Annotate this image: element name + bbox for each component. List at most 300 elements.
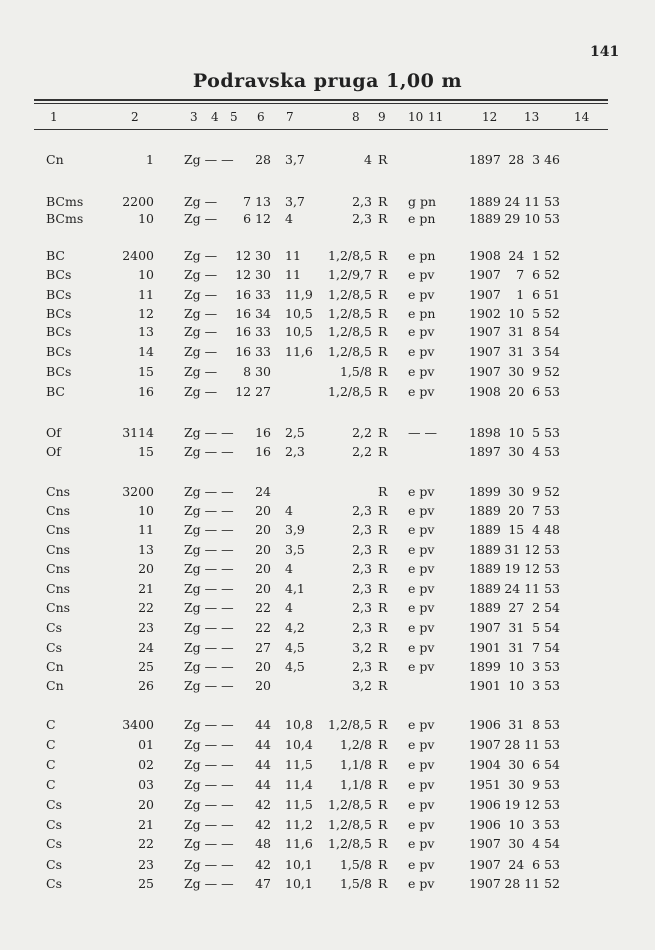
cell-c13: 10 3 53 xyxy=(508,678,560,693)
cell-c3: Zg — — xyxy=(184,484,234,499)
cell-c5: 44 xyxy=(255,717,271,732)
cell-c9: R xyxy=(378,484,388,499)
cell-c9: R xyxy=(378,817,388,832)
cell-c10: e pn xyxy=(408,211,436,226)
cell-c8: 2,3 xyxy=(352,561,372,576)
cell-c13: 1 6 51 xyxy=(516,287,560,302)
cell-c13: 7 6 52 xyxy=(516,267,560,282)
cell-c7: 11,5 xyxy=(285,757,313,772)
cell-c1: Cs xyxy=(46,620,62,635)
cell-c1: Cns xyxy=(46,522,71,537)
cell-c9: R xyxy=(378,425,388,440)
cell-c7: 11 xyxy=(285,267,301,282)
cell-c1: C xyxy=(46,717,56,732)
cell-c3: Zg — — xyxy=(184,620,234,635)
cell-c12: 1902 xyxy=(469,306,501,321)
cell-c9: R xyxy=(378,678,388,693)
cell-c9: R xyxy=(378,542,388,557)
cell-c10: e pv xyxy=(408,561,435,576)
column-header-1: 1 xyxy=(50,110,58,124)
cell-c9: R xyxy=(378,267,388,282)
cell-c2: 23 xyxy=(138,620,154,635)
cell-c8: 2,3 xyxy=(352,620,372,635)
cell-c2: 1 xyxy=(146,152,154,167)
cell-c2: 15 xyxy=(138,444,154,459)
cell-c5: 42 xyxy=(255,797,271,812)
cell-c5: 20 xyxy=(255,581,271,596)
cell-c3: Zg — — xyxy=(184,717,234,732)
cell-c10: e pv xyxy=(408,384,435,399)
cell-c13: 15 4 48 xyxy=(508,522,560,537)
cell-c2: 25 xyxy=(138,659,154,674)
cell-c13: 28 11 52 xyxy=(504,876,560,891)
cell-c13: 31 12 53 xyxy=(504,542,560,557)
cell-c7: 11,6 xyxy=(285,836,313,851)
cell-c7: 10,5 xyxy=(285,306,313,321)
cell-c12: 1908 xyxy=(469,384,501,399)
cell-c7: 3,5 xyxy=(285,542,305,557)
cell-c1: Cns xyxy=(46,503,71,518)
cell-c8: 2,3 xyxy=(352,581,372,596)
cell-c2: 10 xyxy=(138,267,154,282)
page-title: Podravska pruga 1,00 m xyxy=(192,70,463,92)
cell-c5: 16 33 xyxy=(235,287,271,302)
cell-c12: 1889 xyxy=(469,503,501,518)
cell-c9: R xyxy=(378,503,388,518)
cell-c8: 1,5/8 xyxy=(339,857,372,872)
cell-c3: Zg — xyxy=(184,194,218,209)
cell-c1: Cns xyxy=(46,600,71,615)
cell-c3: Zg — — xyxy=(184,542,234,557)
cell-c9: R xyxy=(378,581,388,596)
cell-c5: 16 33 xyxy=(235,344,271,359)
table-row xyxy=(0,620,655,642)
cell-c8: 2,3 xyxy=(352,503,372,518)
table-row xyxy=(0,384,655,406)
cell-c7: 11,9 xyxy=(285,287,313,302)
cell-c8: 1,1/8 xyxy=(339,757,372,772)
cell-c10: e pv xyxy=(408,640,435,655)
cell-c12: 1951 xyxy=(469,777,501,792)
cell-c2: 13 xyxy=(138,542,154,557)
cell-c3: Zg — — xyxy=(184,678,234,693)
cell-c1: Cs xyxy=(46,836,62,851)
header-rule-top xyxy=(34,99,608,101)
cell-c7: 3,9 xyxy=(285,522,305,537)
cell-c9: R xyxy=(378,561,388,576)
cell-c9: R xyxy=(378,306,388,321)
cell-c3: Zg — xyxy=(184,248,218,263)
cell-c12: 1889 xyxy=(469,522,501,537)
column-header-6: 6 xyxy=(257,110,265,124)
cell-c12: 1901 xyxy=(469,678,501,693)
column-header-14: 14 xyxy=(574,110,590,124)
cell-c8: 1,2/8,5 xyxy=(328,384,372,399)
cell-c13: 31 7 54 xyxy=(508,640,560,655)
cell-c3: Zg — — xyxy=(184,522,234,537)
cell-c2: 03 xyxy=(138,777,154,792)
cell-c12: 1907 xyxy=(469,287,501,302)
cell-c13: 24 11 53 xyxy=(504,194,560,209)
cell-c12: 1889 xyxy=(469,581,501,596)
cell-c8: 2,3 xyxy=(352,522,372,537)
cell-c8: 2,3 xyxy=(352,542,372,557)
table-row xyxy=(0,678,655,700)
cell-c10: e pv xyxy=(408,817,435,832)
cell-c5: 20 xyxy=(255,503,271,518)
cell-c9: R xyxy=(378,384,388,399)
cell-c5: 16 33 xyxy=(235,324,271,339)
cell-c8: 1,2/8,5 xyxy=(328,717,372,732)
cell-c1: BCs xyxy=(46,344,72,359)
cell-c12: 1906 xyxy=(469,717,501,732)
cell-c7: 10,5 xyxy=(285,324,313,339)
cell-c13: 31 3 54 xyxy=(508,344,560,359)
cell-c3: Zg — — xyxy=(184,817,234,832)
cell-c3: Zg — — xyxy=(184,836,234,851)
cell-c1: C xyxy=(46,777,56,792)
table-row xyxy=(0,267,655,289)
cell-c8: 2,3 xyxy=(352,211,372,226)
cell-c1: BCs xyxy=(46,324,72,339)
cell-c5: 22 xyxy=(255,620,271,635)
column-header-12: 12 xyxy=(482,110,498,124)
cell-c13: 28 3 46 xyxy=(508,152,560,167)
column-header-7: 7 xyxy=(286,110,294,124)
cell-c7: 11,4 xyxy=(285,777,313,792)
cell-c9: R xyxy=(378,194,388,209)
cell-c9: R xyxy=(378,797,388,812)
cell-c13: 31 8 53 xyxy=(508,717,560,732)
cell-c5: 20 xyxy=(255,659,271,674)
cell-c1: Cs xyxy=(46,876,62,891)
cell-c12: 1907 xyxy=(469,344,501,359)
cell-c7: 10,4 xyxy=(285,737,313,752)
table-row xyxy=(0,522,655,544)
cell-c1: Cs xyxy=(46,857,62,872)
cell-c2: 10 xyxy=(138,211,154,226)
cell-c2: 14 xyxy=(138,344,154,359)
cell-c12: 1907 xyxy=(469,324,501,339)
cell-c8: 3,2 xyxy=(352,640,372,655)
cell-c3: Zg — xyxy=(184,384,218,399)
cell-c5: 47 xyxy=(255,876,271,891)
cell-c5: 22 xyxy=(255,600,271,615)
cell-c13: 29 10 53 xyxy=(504,211,560,226)
cell-c1: BC xyxy=(46,248,65,263)
cell-c2: 26 xyxy=(138,678,154,693)
cell-c9: R xyxy=(378,152,388,167)
cell-c5: 12 27 xyxy=(235,384,271,399)
cell-c2: 25 xyxy=(138,876,154,891)
cell-c7: 3,7 xyxy=(285,194,305,209)
cell-c12: 1907 xyxy=(469,857,501,872)
cell-c2: 22 xyxy=(138,600,154,615)
cell-c13: 30 9 53 xyxy=(508,777,560,792)
cell-c2: 20 xyxy=(138,561,154,576)
cell-c9: R xyxy=(378,876,388,891)
cell-c1: BCs xyxy=(46,287,72,302)
cell-c13: 10 3 53 xyxy=(508,659,560,674)
cell-c9: R xyxy=(378,717,388,732)
cell-c13: 28 11 53 xyxy=(504,737,560,752)
cell-c8: 1,1/8 xyxy=(339,777,372,792)
cell-c3: Zg — — xyxy=(184,600,234,615)
table-row xyxy=(0,777,655,799)
cell-c1: Cn xyxy=(46,678,64,693)
cell-c5: 42 xyxy=(255,817,271,832)
cell-c2: 11 xyxy=(138,287,154,302)
cell-c13: 19 12 53 xyxy=(504,561,560,576)
cell-c7: 4 xyxy=(285,561,293,576)
cell-c5: 48 xyxy=(255,836,271,851)
cell-c3: Zg — xyxy=(184,287,218,302)
cell-c2: 02 xyxy=(138,757,154,772)
cell-c2: 11 xyxy=(138,522,154,537)
cell-c5: 28 xyxy=(255,152,271,167)
cell-c13: 10 3 53 xyxy=(508,817,560,832)
cell-c3: Zg — — xyxy=(184,876,234,891)
cell-c3: Zg — — xyxy=(184,737,234,752)
table-row xyxy=(0,737,655,759)
cell-c8: 1,2/8,5 xyxy=(328,836,372,851)
cell-c2: 16 xyxy=(138,384,154,399)
cell-c5: 42 xyxy=(255,857,271,872)
cell-c3: Zg — — xyxy=(184,797,234,812)
cell-c7: 2,3 xyxy=(285,444,305,459)
cell-c10: e pv xyxy=(408,757,435,772)
cell-c5: 20 xyxy=(255,678,271,693)
cell-c10: e pv xyxy=(408,600,435,615)
cell-c10: e pv xyxy=(408,542,435,557)
cell-c7: 11,2 xyxy=(285,817,313,832)
cell-c10: — — xyxy=(408,425,437,440)
cell-c8: 1,2/9,7 xyxy=(328,267,372,282)
cell-c9: R xyxy=(378,836,388,851)
cell-c9: R xyxy=(378,324,388,339)
cell-c8: 4 xyxy=(364,152,372,167)
cell-c1: Cn xyxy=(46,659,64,674)
cell-c10: e pn xyxy=(408,248,436,263)
cell-c7: 2,5 xyxy=(285,425,305,440)
cell-c3: Zg — — xyxy=(184,152,234,167)
cell-c1: Cs xyxy=(46,817,62,832)
column-header-8: 8 xyxy=(352,110,360,124)
cell-c12: 1907 xyxy=(469,267,501,282)
cell-c2: 22 xyxy=(138,836,154,851)
cell-c13: 30 6 54 xyxy=(508,757,560,772)
cell-c13: 24 11 53 xyxy=(504,581,560,596)
cell-c12: 1907 xyxy=(469,737,501,752)
cell-c12: 1907 xyxy=(469,620,501,635)
cell-c8: 1,2/8,5 xyxy=(328,817,372,832)
cell-c10: e pv xyxy=(408,836,435,851)
cell-c12: 1897 xyxy=(469,152,501,167)
cell-c2: 2400 xyxy=(122,248,154,263)
cell-c10: e pv xyxy=(408,581,435,596)
column-header-2: 2 xyxy=(131,110,139,124)
cell-c12: 1898 xyxy=(469,425,501,440)
cell-c3: Zg — — xyxy=(184,757,234,772)
cell-c3: Zg — — xyxy=(184,640,234,655)
table-row xyxy=(0,444,655,466)
cell-c1: Cs xyxy=(46,640,62,655)
cell-c9: R xyxy=(378,640,388,655)
cell-c9: R xyxy=(378,444,388,459)
page-number: 141 xyxy=(590,44,620,60)
table-row xyxy=(0,344,655,366)
cell-c9: R xyxy=(378,757,388,772)
cell-c12: 1889 xyxy=(469,211,501,226)
cell-c1: Cns xyxy=(46,484,71,499)
cell-c3: Zg — — xyxy=(184,425,234,440)
cell-c2: 15 xyxy=(138,364,154,379)
cell-c13: 30 4 54 xyxy=(508,836,560,851)
cell-c12: 1906 xyxy=(469,797,501,812)
cell-c3: Zg — — xyxy=(184,777,234,792)
cell-c8: 1,2/8,5 xyxy=(328,306,372,321)
cell-c1: Cns xyxy=(46,561,71,576)
table-row xyxy=(0,152,655,174)
cell-c5: 20 xyxy=(255,542,271,557)
cell-c12: 1904 xyxy=(469,757,501,772)
cell-c8: 1,2/8 xyxy=(339,737,372,752)
cell-c10: e pv xyxy=(408,503,435,518)
cell-c13: 30 9 52 xyxy=(508,484,560,499)
cell-c9: R xyxy=(378,211,388,226)
table-row xyxy=(0,876,655,898)
cell-c1: Cns xyxy=(46,542,71,557)
cell-c12: 1889 xyxy=(469,561,501,576)
cell-c5: 6 12 xyxy=(243,211,271,226)
cell-c12: 1889 xyxy=(469,542,501,557)
cell-c13: 24 1 52 xyxy=(508,248,560,263)
cell-c2: 24 xyxy=(138,640,154,655)
cell-c10: e pv xyxy=(408,344,435,359)
cell-c13: 24 6 53 xyxy=(508,857,560,872)
cell-c5: 12 30 xyxy=(235,267,271,282)
cell-c7: 11,5 xyxy=(285,797,313,812)
table-row xyxy=(0,717,655,739)
cell-c9: R xyxy=(378,364,388,379)
cell-c3: Zg — — xyxy=(184,561,234,576)
cell-c13: 20 6 53 xyxy=(508,384,560,399)
cell-c10: e pv xyxy=(408,737,435,752)
cell-c13: 30 4 53 xyxy=(508,444,560,459)
cell-c5: 12 30 xyxy=(235,248,271,263)
cell-c1: BCs xyxy=(46,267,72,282)
cell-c1: Of xyxy=(46,425,61,440)
cell-c8: 2,2 xyxy=(352,425,372,440)
cell-c10: e pv xyxy=(408,267,435,282)
cell-c7: 4,2 xyxy=(285,620,305,635)
cell-c13: 10 5 52 xyxy=(508,306,560,321)
cell-c10: e pv xyxy=(408,324,435,339)
table-row xyxy=(0,364,655,386)
cell-c13: 20 7 53 xyxy=(508,503,560,518)
column-header-9: 9 xyxy=(378,110,386,124)
cell-c12: 1901 xyxy=(469,640,501,655)
cell-c12: 1899 xyxy=(469,659,501,674)
cell-c9: R xyxy=(378,777,388,792)
cell-c12: 1907 xyxy=(469,364,501,379)
cell-c1: Cn xyxy=(46,152,64,167)
cell-c10: e pn xyxy=(408,306,436,321)
cell-c9: R xyxy=(378,857,388,872)
cell-c7: 4 xyxy=(285,503,293,518)
cell-c5: 7 13 xyxy=(243,194,271,209)
cell-c9: R xyxy=(378,659,388,674)
cell-c5: 16 xyxy=(255,425,271,440)
cell-c13: 27 2 54 xyxy=(508,600,560,615)
cell-c8: 2,3 xyxy=(352,194,372,209)
header-rule-bottom xyxy=(34,129,608,130)
cell-c10: e pv xyxy=(408,857,435,872)
column-header-4: 4 xyxy=(211,110,219,124)
cell-c5: 20 xyxy=(255,561,271,576)
cell-c5: 16 34 xyxy=(235,306,271,321)
cell-c2: 21 xyxy=(138,581,154,596)
cell-c8: 1,2/8,5 xyxy=(328,287,372,302)
cell-c7: 11,6 xyxy=(285,344,313,359)
cell-c1: BC xyxy=(46,384,65,399)
cell-c8: 1,2/8,5 xyxy=(328,797,372,812)
cell-c3: Zg — — xyxy=(184,581,234,596)
cell-c1: BCms xyxy=(46,211,84,226)
cell-c2: 3114 xyxy=(122,425,154,440)
cell-c3: Zg — — xyxy=(184,857,234,872)
cell-c1: Of xyxy=(46,444,61,459)
cell-c1: Cs xyxy=(46,797,62,812)
cell-c7: 4,5 xyxy=(285,659,305,674)
cell-c2: 13 xyxy=(138,324,154,339)
cell-c3: Zg — xyxy=(184,306,218,321)
cell-c3: Zg — xyxy=(184,267,218,282)
cell-c2: 01 xyxy=(138,737,154,752)
cell-c5: 24 xyxy=(255,484,271,499)
cell-c10: e pv xyxy=(408,876,435,891)
cell-c13: 30 9 52 xyxy=(508,364,560,379)
cell-c5: 44 xyxy=(255,757,271,772)
cell-c8: 1,5/8 xyxy=(339,364,372,379)
cell-c5: 44 xyxy=(255,777,271,792)
cell-c8: 2,2 xyxy=(352,444,372,459)
column-header-3: 3 xyxy=(190,110,198,124)
table-row xyxy=(0,600,655,622)
cell-c5: 16 xyxy=(255,444,271,459)
cell-c8: 1,2/8,5 xyxy=(328,344,372,359)
cell-c10: g pn xyxy=(408,194,437,209)
cell-c2: 20 xyxy=(138,797,154,812)
cell-c7: 10,1 xyxy=(285,857,313,872)
cell-c13: 10 5 53 xyxy=(508,425,560,440)
cell-c7: 4,1 xyxy=(285,581,305,596)
cell-c12: 1907 xyxy=(469,876,501,891)
cell-c2: 10 xyxy=(138,503,154,518)
cell-c3: Zg — xyxy=(184,364,218,379)
cell-c3: Zg — xyxy=(184,324,218,339)
cell-c1: Cns xyxy=(46,581,71,596)
cell-c8: 1,5/8 xyxy=(339,876,372,891)
cell-c9: R xyxy=(378,287,388,302)
cell-c7: 3,7 xyxy=(285,152,305,167)
cell-c8: 2,3 xyxy=(352,659,372,674)
cell-c9: R xyxy=(378,737,388,752)
cell-c9: R xyxy=(378,344,388,359)
cell-c9: R xyxy=(378,620,388,635)
column-header-10: 10 xyxy=(408,110,424,124)
cell-c9: R xyxy=(378,522,388,537)
